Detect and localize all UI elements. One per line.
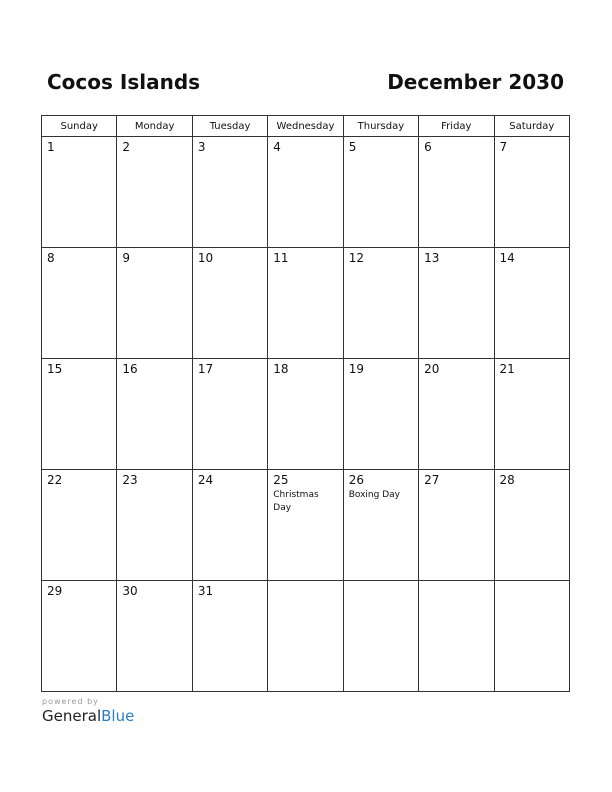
day-cell <box>117 359 192 470</box>
day-number: 13 <box>424 251 440 265</box>
country-title: Cocos Islands <box>47 70 201 94</box>
day-cell <box>268 470 343 581</box>
day-cell <box>117 137 192 248</box>
holiday-label: Boxing Day <box>348 490 400 500</box>
weekday-saturday: Saturday <box>494 116 569 137</box>
day-cell <box>192 581 267 692</box>
day-number: 20 <box>424 362 440 376</box>
weekday-friday: Friday <box>419 116 494 137</box>
day-cell <box>494 137 569 248</box>
day-cell <box>419 470 494 581</box>
day-cell-empty <box>419 581 494 692</box>
day-number: 1 <box>47 140 55 154</box>
day-number: 7 <box>499 140 508 154</box>
brand-name-part1: General <box>42 707 102 725</box>
day-number: 12 <box>348 251 364 265</box>
day-cell <box>117 581 192 692</box>
day-number <box>344 581 418 584</box>
day-number: 8 <box>47 251 55 265</box>
day-number: 4 <box>273 140 281 154</box>
day-cell <box>192 248 267 359</box>
day-cell <box>494 359 569 470</box>
day-cell <box>268 137 343 248</box>
day-number: 6 <box>424 140 432 154</box>
day-number: 16 <box>122 362 138 376</box>
day-number: 24 <box>197 473 214 487</box>
day-cell <box>192 137 267 248</box>
day-number: 5 <box>348 140 357 154</box>
week-row-5 <box>42 581 570 692</box>
day-cell <box>494 470 569 581</box>
day-number: 2 <box>122 140 131 154</box>
day-number: 15 <box>47 362 63 376</box>
day-number: 10 <box>197 251 214 265</box>
weekday-monday: Monday <box>117 116 192 137</box>
weekday-tuesday: Tuesday <box>192 116 267 137</box>
day-number: 18 <box>273 362 289 376</box>
day-number: 14 <box>499 251 515 265</box>
calendar-grid <box>41 115 570 692</box>
week-row-2 <box>42 248 570 359</box>
day-cell <box>42 137 117 248</box>
day-cell-empty <box>343 581 418 692</box>
day-number: 23 <box>122 473 138 487</box>
day-cell <box>192 470 267 581</box>
day-number: 9 <box>122 251 131 265</box>
day-cell <box>419 137 494 248</box>
day-cell-empty <box>268 581 343 692</box>
day-number <box>268 581 342 584</box>
weekday-sunday: Sunday <box>42 116 117 137</box>
holiday-label: Christmas Day <box>273 490 319 513</box>
week-row-3 <box>42 359 570 470</box>
day-cell <box>42 470 117 581</box>
day-number: 30 <box>122 584 138 598</box>
day-number: 11 <box>273 251 289 265</box>
day-number: 31 <box>197 584 214 598</box>
day-cell <box>42 359 117 470</box>
day-number: 29 <box>47 584 63 598</box>
day-number: 25 <box>273 473 289 487</box>
week-row-4 <box>42 470 570 581</box>
day-number: 26 <box>348 473 364 487</box>
day-number: 28 <box>499 473 515 487</box>
day-cell <box>192 359 267 470</box>
day-number: 3 <box>197 140 206 154</box>
day-cell <box>419 248 494 359</box>
day-number <box>495 581 569 584</box>
week-row-1 <box>42 137 570 248</box>
day-cell <box>268 248 343 359</box>
weekday-header-row <box>42 116 570 137</box>
day-cell <box>343 470 418 581</box>
day-number: 22 <box>47 473 63 487</box>
month-year-title: December 2030 <box>387 70 564 94</box>
day-cell <box>343 137 418 248</box>
day-number: 27 <box>424 473 440 487</box>
day-cell <box>268 359 343 470</box>
day-cell <box>42 248 117 359</box>
day-cell <box>494 248 569 359</box>
day-cell <box>419 359 494 470</box>
day-number: 17 <box>197 362 214 376</box>
footer-branding <box>42 697 134 725</box>
day-cell <box>42 581 117 692</box>
day-cell-empty <box>494 581 569 692</box>
day-cell <box>343 248 418 359</box>
day-cell <box>117 248 192 359</box>
day-cell <box>343 359 418 470</box>
day-cell <box>117 470 192 581</box>
day-number: 19 <box>348 362 364 376</box>
powered-by-text: powered by <box>42 697 99 706</box>
weekday-thursday: Thursday <box>343 116 418 137</box>
brand-name-part2: Blue <box>101 707 135 725</box>
brand-logo[interactable] <box>42 707 134 725</box>
weekday-wednesday: Wednesday <box>268 116 343 137</box>
day-number: 21 <box>499 362 515 376</box>
day-number <box>419 581 493 584</box>
